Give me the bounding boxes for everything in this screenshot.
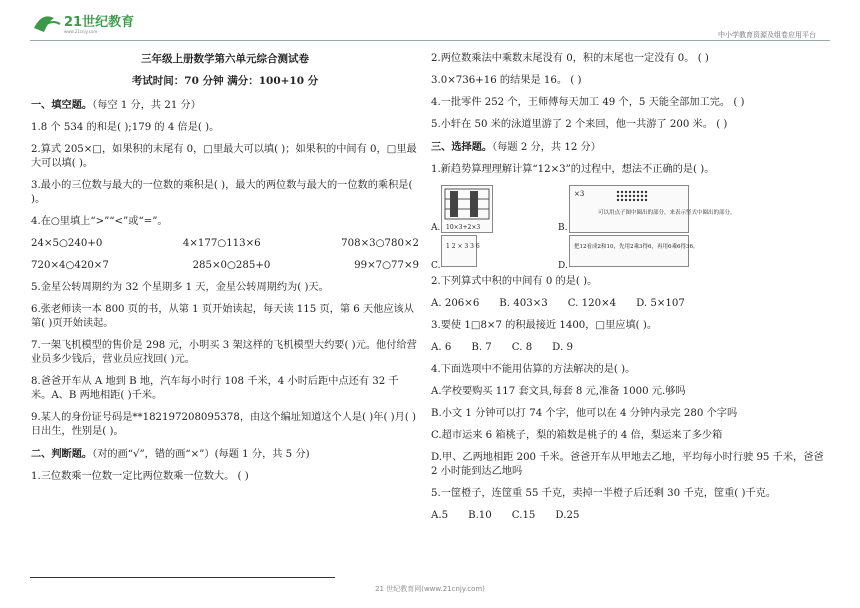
option-a-figure (441, 185, 493, 233)
exam-meta: 考试时间：70 分钟 满分：100+10 分 (131, 75, 319, 87)
choice-5-options (431, 509, 826, 523)
question-5: 5.金星公转周期约为 32 个星期多 1 天，金星公转周期约为( )天。 (31, 282, 329, 293)
compare-item: 708×3○780×2 (341, 238, 419, 249)
footer-divider (30, 577, 335, 578)
choice-2-options (431, 297, 826, 311)
option-b-figure (569, 185, 736, 233)
choice-1-figures (431, 185, 826, 271)
left-column (31, 52, 419, 492)
choice-3: 3.要使 1□8×7 的积最接近 1400，□里应填( )。 (431, 320, 658, 331)
judge-3: 3.0×736+16 的结果是 16。 ( ) (431, 75, 582, 86)
choice-4-d: D.甲、乙两地相距 200 千米。爸爸开车从甲地去乙地，平均每小时行驶 95 千米，爸爸 2 小时能到达乙地吗 (431, 452, 824, 477)
svg-text:21世纪教育: 21世纪教育 (64, 15, 135, 30)
compare-item: 99×7○77×9 (354, 260, 419, 271)
option-label: B. (558, 223, 568, 233)
compare-row-2 (31, 259, 419, 273)
option: D. 9 (552, 342, 573, 353)
choice-4-c: C.超市运来 6 箱桃子，梨的箱数是桃子的 4 倍，梨运来了多少箱 (431, 430, 723, 441)
judge-1: 1.三位数乘一位数一定比两位数乘一位数大。 ( ) (31, 471, 249, 482)
option: D.25 (555, 510, 580, 521)
question-4: 4.在○里填上“>”“<”或“=”。 (31, 216, 168, 227)
section-fill-heading: 一、填空题。（每空 1 分，共 21 分） (31, 99, 201, 111)
choice-4-b: B.小文 1 分钟可以打 74 个字，他可以在 4 分钟内录完 280 个字吗 (431, 408, 738, 419)
option-label: A. (431, 223, 441, 233)
choice-1: 1.新趋势算理理解计算“12×3”的过程中，想法不正确的是( )。 (431, 164, 715, 175)
compare-item: 4×177○113×6 (182, 238, 261, 249)
option-d-caption: 把12看成2和10，先用2乘3得6，再用6乘6得36。 (574, 244, 699, 250)
question-3: 3.最小的三位数与最大的一位数的乘积是( )，最大的两位数与最大的一位数的乘积是( )。 (31, 180, 413, 205)
svg-text:×3: ×3 (574, 190, 585, 198)
choice-4: 4.下面选项中不能用估算的方法解决的是( )。 (431, 364, 636, 375)
question-2: 2.算式 205×□，如果积的末尾有 0，□里最大可以填( )；如果积的中间有 0，□里最大可以填( )。 (31, 144, 417, 169)
choice-3-options (431, 341, 826, 355)
option-b-caption: 可以用点子图中圈出的部分，来表示竖式中圈出的部分。 (598, 210, 736, 216)
choice-2: 2.下列算式中积的中间有 0 的是( )。 (431, 276, 598, 287)
question-6: 6.张老师读一本 800 页的书，从第 1 页开始读起，每天读 115 页，第 6 天他应该从第( )页开始读起。 (31, 304, 414, 329)
option: A. 6 (431, 342, 452, 353)
question-7: 7.一架飞机模型的售价是 298 元，小明买 3 架这样的飞机模型大约要( )元。他付给营业员多少钱后，营业员应找回( )元。 (31, 340, 417, 365)
section-choice-heading: 三、选择题。（每题 2 分，共 12 分） (431, 141, 601, 153)
footer-text: 21 世纪教育网(www.21cnjy.com) (375, 585, 485, 593)
option: B.10 (468, 510, 492, 521)
choice-4-a: A.学校要购买 117 套文具,每套 8 元,准备 1000 元.够吗 (431, 386, 686, 397)
right-column (431, 52, 826, 531)
question-9: 9.某人的身份证号码是**182197208095378，由这个编址知道这个人是( )年( )月( )日出生，性别是( )。 (31, 412, 417, 437)
header-divider (30, 40, 830, 41)
judge-2: 2.两位数乘法中乘数末尾没有 0，积的末尾也一定没有 0。 ( ) (431, 53, 709, 64)
question-1: 1.8 个 534 的和是( );179 的 4 倍是( )。 (31, 122, 220, 133)
paper-title: 三年级上册数学第六单元综合测试卷 (141, 53, 309, 65)
option-d-figure (569, 235, 699, 267)
question-8: 8.爸爸开车从 A 地到 B 地，汽车每小时行 108 千米，4 小时后距中点还有 32 千米。A、B 两地相距( )千米。 (31, 376, 399, 401)
compare-item: 24×5○240+0 (31, 238, 103, 249)
option-c-caption: 1 2 × 3 3 6 (446, 243, 480, 250)
option: C.15 (511, 510, 536, 521)
compare-item: 720×4○420×7 (31, 260, 109, 271)
option-label: D. (558, 261, 568, 271)
option: B. 403×3 (499, 298, 548, 309)
judge-4: 4.一批零件 252 个，王师傅每天加工 49 个，5 天能全部加工完。 ( ) (431, 97, 745, 108)
choice-5: 5.一筐橙子，连筐重 55 千克，卖掉一半橙子后还剩 30 千克，筐重( )千克。 (431, 488, 777, 499)
brand-logo (30, 8, 140, 36)
compare-row-1 (31, 237, 419, 251)
option-label: C. (431, 261, 441, 271)
platform-tagline: 中小学教育资源及组卷应用平台 (718, 31, 816, 39)
svg-text:www.21cnjy.com: www.21cnjy.com (64, 29, 98, 34)
option: C. 120×4 (567, 298, 617, 309)
option-c-figure (441, 235, 480, 267)
option: A.5 (431, 510, 449, 521)
section-judge-heading: 二、判断题。（对的画“√”，错的画“×”）(每题 1 分，共 5 分) (31, 448, 310, 460)
compare-item: 285×0○285+0 (192, 260, 271, 271)
option-a-caption: 10×3+2×3 (446, 224, 481, 231)
option: C. 8 (511, 342, 533, 353)
judge-5: 5.小轩在 50 米的泳道里游了 2 个来回，他一共游了 200 米。 ( ) (431, 119, 728, 130)
option: B. 7 (471, 342, 492, 353)
option: D. 5×107 (636, 298, 685, 309)
option: A. 206×6 (431, 298, 480, 309)
